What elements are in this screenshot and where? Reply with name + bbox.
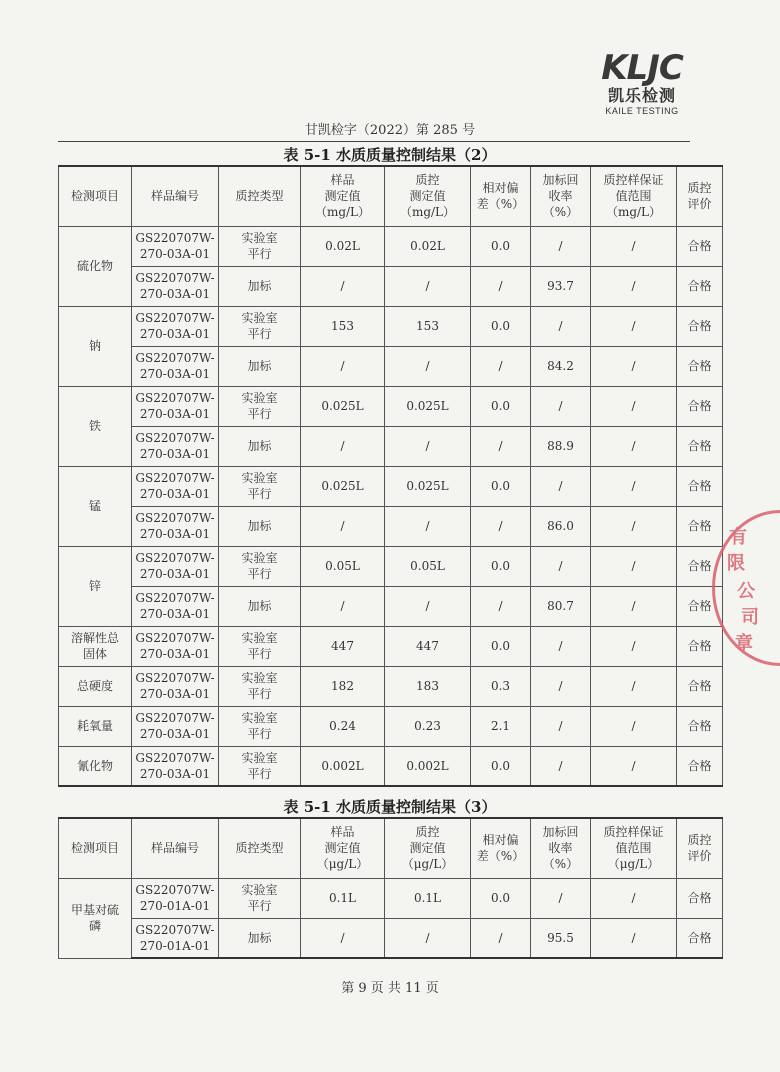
recovery-rate-cell: / — [531, 746, 591, 786]
qc-range-cell: / — [591, 586, 677, 626]
qc-range-cell: / — [591, 426, 677, 466]
sample-id-cell: GS220707W- 270-03A-01 — [132, 306, 219, 346]
qc-type-cell: 加标 — [219, 506, 301, 546]
qc-type-cell: 实验室 平行 — [219, 626, 301, 666]
seal-character: 公 — [737, 581, 755, 602]
relative-deviation-cell: 0.0 — [471, 878, 531, 918]
sample-value-cell: / — [301, 506, 385, 546]
qc-range-cell: / — [591, 346, 677, 386]
relative-deviation-cell: / — [471, 506, 531, 546]
relative-deviation-cell: / — [471, 426, 531, 466]
qc-value-cell: / — [385, 266, 471, 306]
qc-value-cell: 183 — [385, 666, 471, 706]
relative-deviation-cell: 0.0 — [471, 386, 531, 426]
column-header: 质控 测定值 （mg/L） — [385, 166, 471, 226]
test-item-cell: 钠 — [59, 306, 132, 386]
column-header: 质控 评价 — [677, 818, 723, 878]
qc-type-cell: 实验室 平行 — [219, 226, 301, 266]
qc-value-cell: / — [385, 918, 471, 958]
test-item-cell: 锌 — [59, 546, 132, 626]
column-header: 样品编号 — [132, 166, 219, 226]
table-row — [59, 546, 723, 586]
seal-character: 司 — [741, 607, 759, 628]
relative-deviation-cell: 0.0 — [471, 746, 531, 786]
sample-id-cell: GS220707W- 270-03A-01 — [132, 746, 219, 786]
qc-range-cell: / — [591, 626, 677, 666]
qc-value-cell: 153 — [385, 306, 471, 346]
qc-evaluation-cell: 合格 — [677, 386, 723, 426]
qc-type-cell: 加标 — [219, 586, 301, 626]
qc-range-cell: / — [591, 506, 677, 546]
seal-character: 限 — [727, 553, 745, 574]
column-header: 质控样保证 值范围 （μg/L） — [591, 818, 677, 878]
recovery-rate-cell: / — [531, 386, 591, 426]
table-caption-3: 表 5-1 水质质量控制结果（3） — [283, 798, 497, 816]
relative-deviation-cell: 0.0 — [471, 626, 531, 666]
table-row — [59, 386, 723, 426]
recovery-rate-cell: / — [531, 546, 591, 586]
qc-type-cell: 实验室 平行 — [219, 706, 301, 746]
recovery-rate-cell: 88.9 — [531, 426, 591, 466]
sample-id-cell: GS220707W- 270-01A-01 — [132, 878, 219, 918]
table-header-row — [59, 818, 723, 878]
table-caption-2: 表 5-1 水质质量控制结果（2） — [283, 146, 497, 164]
qc-evaluation-cell: 合格 — [677, 266, 723, 306]
recovery-rate-cell: 80.7 — [531, 586, 591, 626]
sample-id-cell: GS220707W- 270-03A-01 — [132, 466, 219, 506]
sample-id-cell: GS220707W- 270-01A-01 — [132, 918, 219, 958]
test-item-cell: 硫化物 — [59, 226, 132, 306]
test-item-cell: 铁 — [59, 386, 132, 466]
logo-chinese-name: 凯乐检测 — [607, 86, 676, 105]
table-row — [59, 346, 723, 386]
qc-type-cell: 加标 — [219, 266, 301, 306]
sample-value-cell: / — [301, 346, 385, 386]
table-row — [59, 706, 723, 746]
qc-range-cell: / — [591, 266, 677, 306]
seal-character: 章 — [735, 633, 753, 654]
column-header: 质控类型 — [219, 818, 301, 878]
sample-id-cell: GS220707W- 270-03A-01 — [132, 586, 219, 626]
qc-value-cell: 0.025L — [385, 466, 471, 506]
qc-type-cell: 加标 — [219, 918, 301, 958]
column-header: 检测项目 — [59, 818, 132, 878]
qc-value-cell: 447 — [385, 626, 471, 666]
column-header: 检测项目 — [59, 166, 132, 226]
recovery-rate-cell: / — [531, 666, 591, 706]
sample-value-cell: 153 — [301, 306, 385, 346]
column-header: 质控类型 — [219, 166, 301, 226]
sample-value-cell: / — [301, 586, 385, 626]
relative-deviation-cell: 0.0 — [471, 226, 531, 266]
qc-type-cell: 实验室 平行 — [219, 386, 301, 426]
test-item-cell: 总硬度 — [59, 666, 132, 706]
sample-id-cell: GS220707W- 270-03A-01 — [132, 346, 219, 386]
qc-evaluation-cell: 合格 — [677, 306, 723, 346]
table-header-row — [59, 166, 723, 226]
qc-value-cell: 0.1L — [385, 878, 471, 918]
column-header: 加标回 收率 （%） — [531, 818, 591, 878]
sample-id-cell: GS220707W- 270-03A-01 — [132, 666, 219, 706]
relative-deviation-cell: 2.1 — [471, 706, 531, 746]
qc-type-cell: 实验室 平行 — [219, 666, 301, 706]
relative-deviation-cell: / — [471, 918, 531, 958]
qc-range-cell: / — [591, 226, 677, 266]
test-item-cell: 溶解性总 固体 — [59, 626, 132, 666]
qc-results-table-3 — [58, 817, 723, 959]
column-header: 质控样保证 值范围 （mg/L） — [591, 166, 677, 226]
table-row — [59, 226, 723, 266]
relative-deviation-cell: 0.0 — [471, 466, 531, 506]
qc-evaluation-cell: 合格 — [677, 546, 723, 586]
qc-value-cell: 0.002L — [385, 746, 471, 786]
company-logo — [592, 50, 692, 116]
qc-range-cell: / — [591, 546, 677, 586]
qc-value-cell: / — [385, 586, 471, 626]
qc-evaluation-cell: 合格 — [677, 346, 723, 386]
sample-id-cell: GS220707W- 270-03A-01 — [132, 546, 219, 586]
seal-character: 有 — [729, 527, 747, 548]
relative-deviation-cell: / — [471, 586, 531, 626]
recovery-rate-cell: / — [531, 626, 591, 666]
sample-value-cell: 0.24 — [301, 706, 385, 746]
recovery-rate-cell: / — [531, 706, 591, 746]
qc-type-cell: 实验室 平行 — [219, 466, 301, 506]
qc-range-cell: / — [591, 386, 677, 426]
qc-value-cell: 0.02L — [385, 226, 471, 266]
table-row — [59, 506, 723, 546]
column-header: 样品 测定值 （μg/L） — [301, 818, 385, 878]
sample-id-cell: GS220707W- 270-03A-01 — [132, 386, 219, 426]
qc-evaluation-cell: 合格 — [677, 878, 723, 918]
logo-mark: KLJC — [601, 48, 683, 88]
table-row — [59, 918, 723, 958]
sample-value-cell: 0.1L — [301, 878, 385, 918]
sample-value-cell: 182 — [301, 666, 385, 706]
qc-evaluation-cell: 合格 — [677, 466, 723, 506]
qc-range-cell: / — [591, 706, 677, 746]
qc-value-cell: / — [385, 346, 471, 386]
recovery-rate-cell: / — [531, 466, 591, 506]
sample-value-cell: 0.025L — [301, 466, 385, 506]
sample-value-cell: / — [301, 426, 385, 466]
relative-deviation-cell: / — [471, 346, 531, 386]
relative-deviation-cell: / — [471, 266, 531, 306]
table-row — [59, 426, 723, 466]
logo-english-name: KAILE TESTING — [605, 106, 679, 116]
table-row — [59, 306, 723, 346]
qc-evaluation-cell: 合格 — [677, 706, 723, 746]
column-header: 质控 评价 — [677, 166, 723, 226]
table-row — [59, 586, 723, 626]
qc-value-cell: 0.05L — [385, 546, 471, 586]
qc-value-cell: 0.23 — [385, 706, 471, 746]
column-header: 相对偏 差（%） — [471, 818, 531, 878]
sample-value-cell: 0.002L — [301, 746, 385, 786]
qc-type-cell: 加标 — [219, 346, 301, 386]
qc-type-cell: 实验室 平行 — [219, 546, 301, 586]
test-item-cell: 耗氧量 — [59, 706, 132, 746]
test-item-cell: 锰 — [59, 466, 132, 546]
table-row — [59, 466, 723, 506]
qc-evaluation-cell: 合格 — [677, 918, 723, 958]
sample-id-cell: GS220707W- 270-03A-01 — [132, 706, 219, 746]
column-header: 加标回 收率 （%） — [531, 166, 591, 226]
qc-evaluation-cell: 合格 — [677, 626, 723, 666]
recovery-rate-cell: 86.0 — [531, 506, 591, 546]
qc-range-cell: / — [591, 306, 677, 346]
relative-deviation-cell: 0.0 — [471, 546, 531, 586]
table-row — [59, 746, 723, 786]
qc-evaluation-cell: 合格 — [677, 586, 723, 626]
test-item-cell: 氰化物 — [59, 746, 132, 786]
sample-value-cell: / — [301, 266, 385, 306]
sample-id-cell: GS220707W- 270-03A-01 — [132, 626, 219, 666]
relative-deviation-cell: 0.0 — [471, 306, 531, 346]
sample-value-cell: 0.02L — [301, 226, 385, 266]
sample-value-cell: / — [301, 918, 385, 958]
recovery-rate-cell: / — [531, 306, 591, 346]
qc-range-cell: / — [591, 878, 677, 918]
table-row — [59, 626, 723, 666]
qc-value-cell: / — [385, 426, 471, 466]
sample-value-cell: 0.025L — [301, 386, 385, 426]
sample-id-cell: GS220707W- 270-03A-01 — [132, 266, 219, 306]
recovery-rate-cell: 84.2 — [531, 346, 591, 386]
table-row — [59, 878, 723, 918]
table-row — [59, 666, 723, 706]
qc-evaluation-cell: 合格 — [677, 426, 723, 466]
recovery-rate-cell: / — [531, 226, 591, 266]
qc-type-cell: 实验室 平行 — [219, 878, 301, 918]
sample-value-cell: 0.05L — [301, 546, 385, 586]
qc-evaluation-cell: 合格 — [677, 746, 723, 786]
qc-evaluation-cell: 合格 — [677, 666, 723, 706]
document-number: 甘凯检字（2022）第 285 号 — [304, 123, 476, 138]
table-row — [59, 266, 723, 306]
qc-range-cell: / — [591, 466, 677, 506]
qc-type-cell: 加标 — [219, 426, 301, 466]
sample-value-cell: 447 — [301, 626, 385, 666]
page-number: 第 9 页 共 11 页 — [341, 981, 439, 996]
sample-id-cell: GS220707W- 270-03A-01 — [132, 426, 219, 466]
recovery-rate-cell: 93.7 — [531, 266, 591, 306]
sample-id-cell: GS220707W- 270-03A-01 — [132, 226, 219, 266]
qc-evaluation-cell: 合格 — [677, 226, 723, 266]
test-item-cell: 甲基对硫 磷 — [59, 878, 132, 958]
qc-range-cell: / — [591, 666, 677, 706]
qc-type-cell: 实验室 平行 — [219, 306, 301, 346]
column-header: 样品 测定值 （mg/L） — [301, 166, 385, 226]
recovery-rate-cell: / — [531, 878, 591, 918]
sample-id-cell: GS220707W- 270-03A-01 — [132, 506, 219, 546]
qc-type-cell: 实验室 平行 — [219, 746, 301, 786]
column-header: 相对偏 差（%） — [471, 166, 531, 226]
column-header: 质控 测定值 （μg/L） — [385, 818, 471, 878]
qc-range-cell: / — [591, 918, 677, 958]
qc-value-cell: / — [385, 506, 471, 546]
header-rule — [58, 141, 690, 142]
qc-results-table-2 — [58, 165, 723, 787]
qc-evaluation-cell: 合格 — [677, 506, 723, 546]
recovery-rate-cell: 95.5 — [531, 918, 591, 958]
qc-value-cell: 0.025L — [385, 386, 471, 426]
relative-deviation-cell: 0.3 — [471, 666, 531, 706]
qc-range-cell: / — [591, 746, 677, 786]
column-header: 样品编号 — [132, 818, 219, 878]
